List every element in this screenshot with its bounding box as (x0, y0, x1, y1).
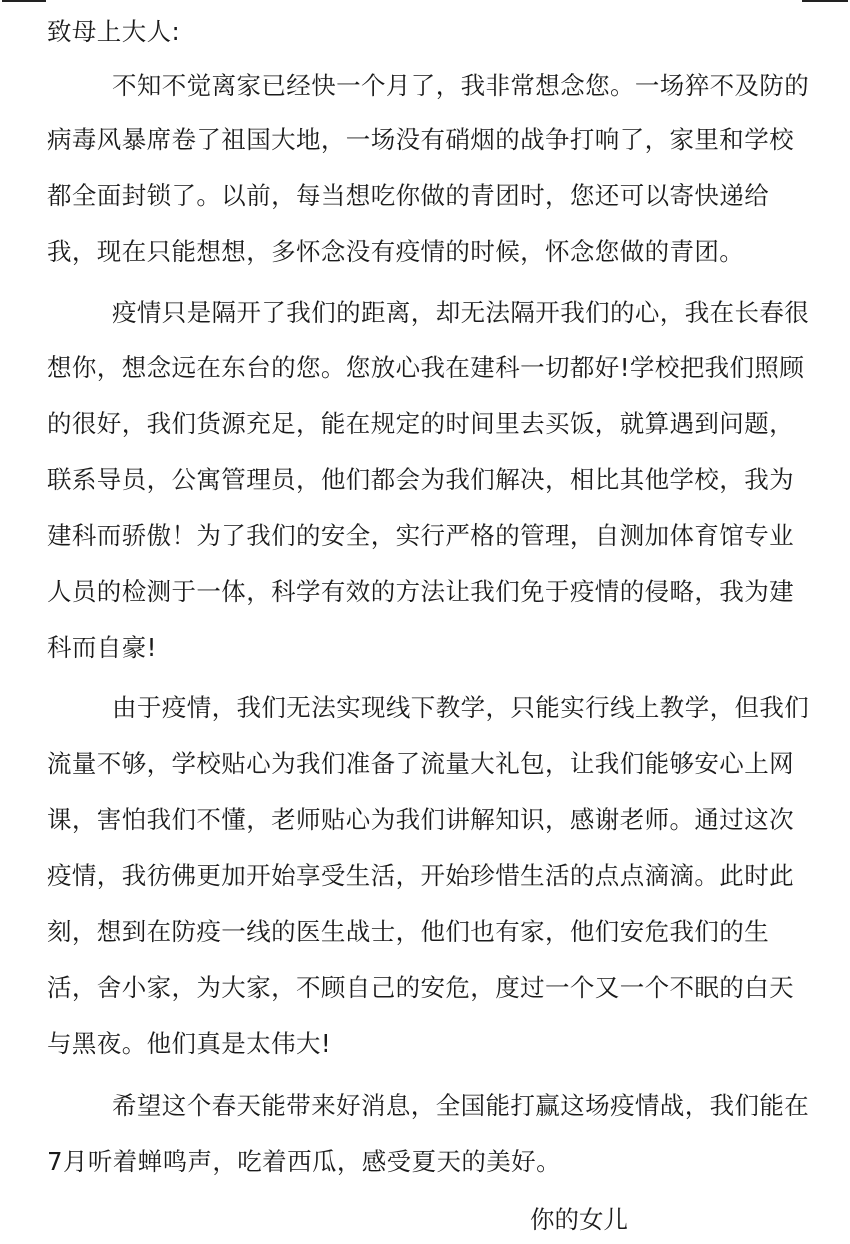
paragraph-2-line-3: 的很好，我们货源充足，能在规定的时间里去买饭，就算遇到问题， (47, 409, 794, 438)
paragraph-3-line-4: 疫情，我彷佛更加开始享受生活，开始珍惜生活的点点滴滴。此时此 (47, 861, 794, 890)
paragraph-2-line-6: 人员的检测于一体，科学有效的方法让我们免于疫情的侵略，我为建 (47, 577, 794, 606)
paragraph-2-line-2: 想你，想念远在东台的您。您放心我在建科一切都好!学校把我们照顾 (47, 353, 805, 382)
signature: 你的女儿 (530, 1205, 628, 1234)
paragraph-1-line-1: 不知不觉离家已经快一个月了，我非常想念您。一场猝不及防的 (112, 71, 810, 100)
paragraph-2-line-4: 联系导员，公寓管理员，他们都会为我们解决，相比其他学校，我为 (47, 465, 794, 494)
salutation: 致母上大人: (47, 17, 181, 46)
top-left-edge-mark (2, 0, 46, 2)
paragraph-2-line-5: 建科而骄傲！为了我们的安全，实行严格的管理，自测加体育馆专业 (47, 521, 794, 550)
paragraph-2-line-1: 疫情只是隔开了我们的距离，却无法隔开我们的心，我在长春很 (112, 298, 810, 327)
paragraph-1-line-2: 病毒风暴席卷了祖国大地，一场没有硝烟的战争打响了，家里和学校 (47, 125, 794, 154)
paragraph-3-line-5: 刻，想到在防疫一线的医生战士，他们也有家，他们安危我们的生 (47, 917, 770, 946)
paragraph-3-line-7: 与黑夜。他们真是太伟大! (47, 1029, 332, 1058)
paragraph-3-line-1: 由于疫情，我们无法实现线下教学，只能实行线上教学，但我们 (112, 693, 810, 722)
top-right-edge-mark (802, 0, 848, 2)
paragraph-3-line-6: 活，舍小家，为大家，不顾自己的安危，度过一个又一个不眠的白天 (47, 973, 794, 1002)
paragraph-2-line-7: 科而自豪! (47, 633, 157, 662)
paragraph-3-line-3: 课，害怕我们不懂，老师贴心为我们讲解知识，感谢老师。通过这次 (47, 805, 794, 834)
paragraph-1-line-3: 都全面封锁了。以前，每当想吃你做的青团时，您还可以寄快递给 (47, 181, 770, 210)
paragraph-4-line-1: 希望这个春天能带来好消息，全国能打赢这场疫情战，我们能在 (112, 1091, 810, 1120)
paragraph-1-line-4: 我，现在只能想想，多怀念没有疫情的时候，怀念您做的青团。 (47, 237, 745, 266)
paragraph-3-line-2: 流量不够，学校贴心为我们准备了流量大礼包，让我们能够安心上网 (47, 749, 794, 778)
paragraph-4-line-2: 7月听着蝉鸣声，吃着西瓜，感受夏天的美好。 (47, 1147, 561, 1176)
